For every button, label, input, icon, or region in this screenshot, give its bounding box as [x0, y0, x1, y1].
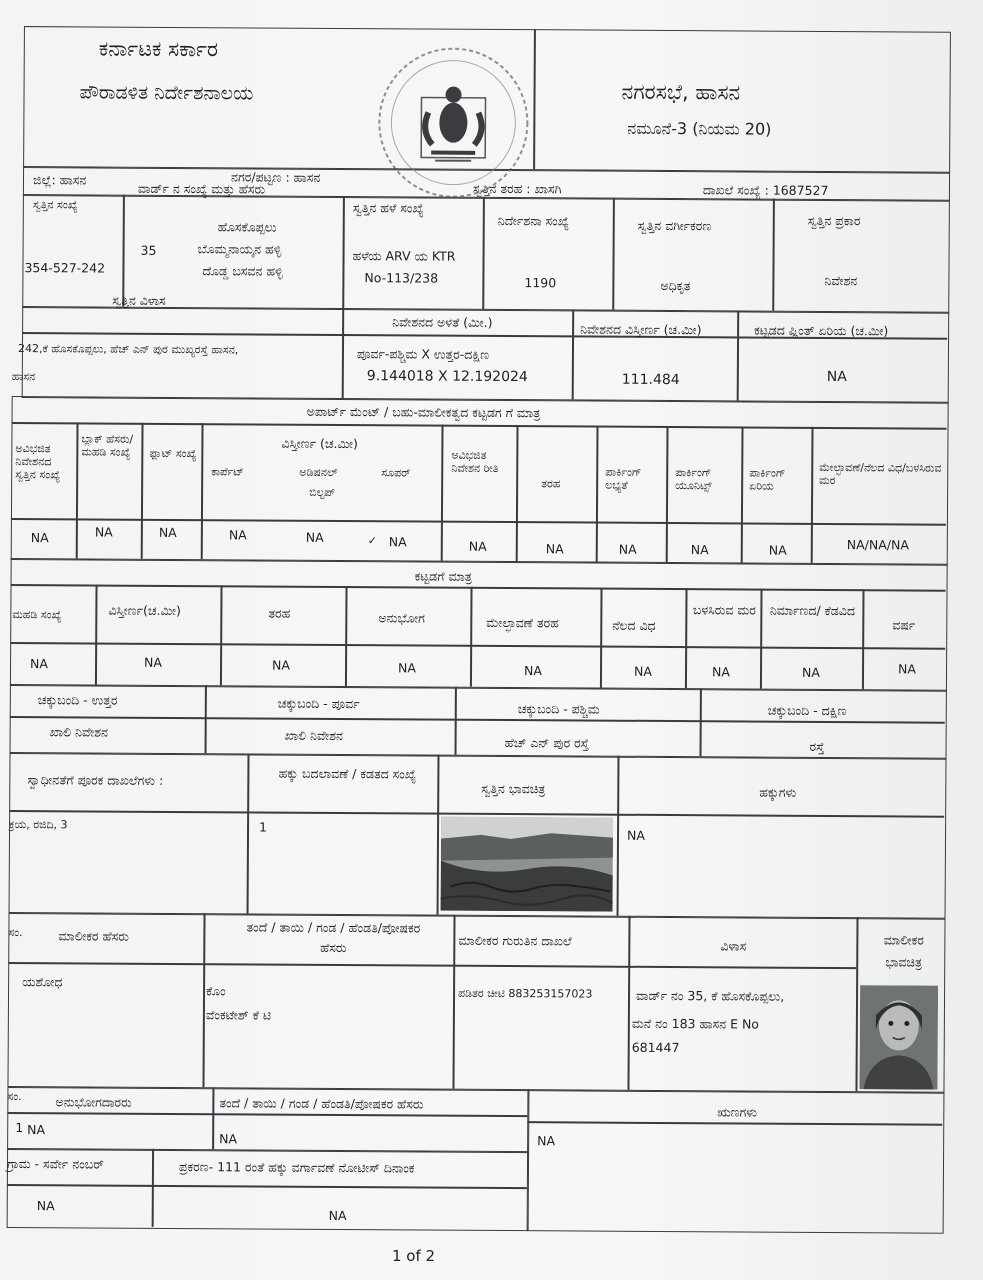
ward-header: ವಾರ್ಡ್ ನ ಸಂಖ್ಯೆ ಮತ್ತು ಹೆಸರು: [137, 180, 266, 197]
owner-relation-1: ಕೊಂ: [206, 983, 226, 999]
ward-number: 35: [140, 242, 157, 258]
owner-name-header: ಮಾಲೀಕರ ಹೆಸರು: [58, 928, 129, 944]
apt-value-flat: NA: [158, 524, 177, 541]
carpet-header: ಕಾರ್ಪೆಟ್: [211, 465, 245, 479]
site-direction: ಪೂರ್ವ-ಪಶ್ಚಿಮ X ಉತ್ತರ-ದಕ್ಷಿಣ: [356, 346, 490, 362]
reg-no-header: ನಿರ್ದೇಶನಾ ಸಂಖ್ಯೆ: [497, 212, 570, 229]
apt-value-super: NA: [388, 534, 407, 550]
builtup-header: ಬಿಲ್ಟಪ್: [309, 485, 336, 499]
south-header: ಚಕ್ಕುಬಂದಿ - ದಕ್ಷಿಣ: [767, 702, 847, 719]
parking-availability-header: ಪಾರ್ಕಿಂಗ್ ಲಭ್ಯತೆ: [605, 465, 642, 492]
owner-address-header: ವಿಳಾಸ: [720, 938, 747, 954]
documents-header: ಸ್ವಾಧೀನತೆಗೆ ಪೂರಕ ದಾಖಲೆಗಳು :: [27, 772, 164, 788]
property-number: 354-527-242: [24, 260, 106, 276]
district-label: ಜಿಲ್ಲೆ: ಹಾಸನ: [32, 172, 87, 188]
undivided-number-header: ಅವಿಭಜಿತ ನಿವೇಶನದ ಸ್ವತ್ತಿನ ಸಂಖ್ಯೆ: [15, 442, 61, 482]
owner-name: ಯಶೋಧ: [22, 974, 63, 990]
occupant-relation: NA: [219, 1131, 238, 1147]
bld-value-type: NA: [272, 657, 291, 673]
notice-value: NA: [328, 1207, 347, 1224]
owner-id-header: ಮಾಲೀಕರ ಗುರುತಿನ ದಾಖಲೆ: [458, 932, 572, 949]
old-number-2: No-113/238: [364, 270, 439, 286]
owner-relation-2: ವೆಂಕಟೇಶ್ ಕೆ ಟಿ: [205, 1007, 272, 1023]
apt-value-parking-units: NA: [690, 542, 709, 558]
property-photo: [441, 817, 614, 912]
apartment-title: ಅಪಾರ್ಟ್ ಮೆಂಟ್ / ಬಹು-ಮಾಲೀಕತ್ವದ ಕಟ್ಟಡಗ ಗೆ ಮಾತ್ರ: [306, 403, 541, 421]
floor-type-header: ನೆಲದ ವಿಧ: [612, 617, 656, 633]
class-header: ಸ್ವತ್ತಿನ ವರ್ಗೀಕರಣ: [637, 217, 712, 234]
town-label: ನಗರ/ಪಟ್ಟಣ : ಹಾಸನ: [230, 169, 321, 185]
ward-name-1: ಹೊಸಕೊಪ್ಪಲು: [217, 219, 277, 235]
site-area-header: ನಿವೇಶನದ ವಿಸ್ತೀರ್ಣ (ಚ.ಮೀ): [580, 321, 702, 338]
south-value: ರಸ್ತೆ: [809, 738, 825, 754]
north-header: ಚಕ್ಕುಬಂದಿ - ಉತ್ತರ: [37, 692, 118, 708]
building-title: ಕಟ್ಟಡಗೆ ಮಾತ್ರ: [414, 568, 472, 584]
occupant-name-header: ಅನುಭೋಗದಾರರು: [55, 1094, 132, 1110]
area-header: ವಿಸ್ತೀರ್ಣ(ಚ.ಮೀ): [108, 602, 181, 619]
kind-header: ಸ್ವತ್ತಿನ ಪ್ರಕಾರ: [807, 212, 861, 229]
property-photo-header: ಸ್ವತ್ತಿನ ಭಾವಚಿತ್ರ: [481, 780, 546, 797]
bld-value-floors: NA: [30, 656, 49, 672]
owner-relation-header: ತಂದೆ / ತಾಯಿ / ಗಂಡ / ಹೆಂಡತಿ/ಪೋಷಕರ ಹೆಸರು: [246, 919, 421, 956]
apt-value-undivided: NA: [30, 530, 49, 546]
undivided-share-header: ಅವಿಭಜಿತ ನಿವೇಶನ ರೀತಿ: [451, 448, 499, 475]
property-kind-value: ನಿವೇಶನ: [824, 272, 858, 289]
loans-header: ಋಣಗಳು: [717, 1104, 758, 1120]
year-header: ವರ್ಷ: [892, 617, 916, 633]
plinth-value: NA: [826, 368, 847, 386]
rights-value: NA: [626, 827, 645, 843]
survey-value: NA: [36, 1198, 55, 1214]
bld-value-usage: NA: [397, 660, 416, 676]
site-area-value: 111.484: [621, 371, 680, 389]
mutation-header: ಹಕ್ಕು ಬದಲಾವಣೆ / ಕಡತದ ಸಂಖ್ಯೆ: [278, 765, 417, 782]
ward-name-2: ಬೊಮ್ಮನಾಯ್ಕನ ಹಳ್ಳಿ: [197, 241, 282, 257]
occupant-sno: 1: [15, 1120, 24, 1136]
tick-mark: ✓: [367, 534, 378, 548]
registration-number: 1190: [524, 275, 557, 291]
plinth-header: ಕಟ್ಟಡದ ಪ್ಲಿಂತ್ ಏರಿಯ (ಚ.ಮೀ): [754, 322, 889, 339]
occupant-name: NA: [27, 1122, 46, 1138]
property-form-page: [7, 18, 960, 1234]
rights-header: ಹಕ್ಕುಗಳು: [759, 784, 797, 800]
apt-type-header: ತರಹ: [541, 477, 561, 491]
apt-value-undivided-share: NA: [468, 538, 487, 554]
classification-value: ಅಧಿಕೃತ: [660, 277, 691, 294]
apt-value-type: NA: [545, 541, 564, 557]
bld-value-floor: NA: [633, 663, 652, 679]
bld-value-wood: NA: [711, 664, 730, 680]
old-no-header: ಸ್ವತ್ತಿನ ಹಳೆ ಸಂಖ್ಯೆ: [352, 200, 424, 216]
additional-header: ಅಡಿಷನಲ್: [299, 465, 338, 479]
parking-units-header: ಪಾರ್ಕಿಂಗ್ ಯೂನಿಟ್ಸ್: [675, 466, 712, 493]
area-group-header: ವಿಸ್ತೀರ್ಣ (ಚ.ಮೀ): [281, 435, 358, 452]
parking-area-header: ಪಾರ್ಕಿಂಗ್ ಏರಿಯ: [749, 466, 786, 493]
address-line-1: 242,ಕೆ ಹೊಸಕೊಪ್ಪಲು, ಹೆಚ್ ಎನ್ ಪುರ ಮುಖ್ಯರಸ್ತೆ ಹಾಸನ,: [17, 342, 239, 357]
old-number-1: ಹಳೆಯ ARV ಯ KTR: [352, 248, 456, 264]
west-value: ಹೆಚ್ ಎನ್ ಪುರ ರಸ್ತೆ: [504, 735, 589, 751]
owner-photo-header: ಮಾಲೀಕರ ಭಾವಚಿತ್ರ: [883, 932, 924, 970]
type-header: ತರಹ: [268, 605, 291, 621]
north-value: ಖಾಲಿ ನಿವೇಶನ: [49, 724, 109, 740]
apt-value-parking-avail: NA: [618, 541, 637, 557]
bld-value-roof: NA: [523, 663, 542, 679]
ward-name-3: ದೊಡ್ಡ ಬಸವನ ಹಳ್ಳಿ: [202, 263, 283, 279]
mutation-value: 1: [259, 819, 268, 835]
floors-header: ಮಹಡಿ ಸಂಖ್ಯೆ: [12, 608, 62, 622]
apt-value-additional: NA: [305, 529, 324, 545]
west-header: ಚಕ್ಕುಬಂದಿ - ಪಶ್ಚಿಮ: [517, 701, 600, 717]
bld-value-area: NA: [144, 654, 163, 670]
owner-address-2: ಮನೆ ನಂ 183 ಹಾಸನ E No: [631, 1015, 760, 1032]
documents-value: ಕ್ರಯ, ರಜಿದಿ, 3: [9, 817, 68, 832]
built-demolished-header: ನಿರ್ಮಾಣದ/ ಕೆಡವಿದ: [769, 602, 855, 619]
owner-address-3: 681447: [631, 1039, 680, 1056]
address-line-2: ಹಾಸನ: [11, 369, 36, 384]
east-header: ಚಕ್ಕುಬಂದಿ - ಪೂರ್ವ: [277, 695, 360, 712]
apt-value-block: NA: [94, 524, 113, 540]
prop-no-header: ಸ್ವತ್ತಿನ ಸಂಖ್ಯೆ: [32, 198, 78, 212]
apt-value-roof: NA/NA/NA: [846, 537, 909, 553]
bld-value-year: NA: [897, 661, 916, 677]
occupant-sno-header: ಸಂ.: [7, 1089, 22, 1104]
roof-type-header: ಮೇಲ್ಛಾವಣೆ ತರಹ: [486, 614, 559, 631]
page-number: 1 of 2: [392, 1247, 436, 1265]
bld-value-built: NA: [801, 664, 820, 680]
owner-address-1: ವಾರ್ಡ್ ನಂ 35, ಕೆ ಹೊಸಕೊಪ್ಪಲು,: [635, 987, 785, 1004]
municipality-title: ನಗರಸಭೆ, ಹಾಸನ: [621, 79, 741, 105]
roof-floor-wood-header: ಮೇಲ್ಛಾವಣೆ/ನೆಲದ ವಿಧ/ಬಳಸಿರುವ ಮರ: [819, 460, 942, 488]
apt-value-carpet: NA: [228, 527, 247, 543]
usage-header: ಅನುಭೋಗ: [378, 610, 425, 626]
address-header: ಸ್ವತ್ತಿನ ವಿಳಾಸ: [112, 292, 166, 308]
apt-value-parking-area: NA: [768, 542, 787, 558]
entry-number-label: ದಾಖಲೆ ಸಂಖ್ಯೆ : 1687527: [702, 182, 829, 198]
directorate-title: ಪೌರಾಡಳಿತ ನಿರ್ದೇಶನಾಲಯ: [79, 81, 254, 105]
owner-photo: [859, 985, 938, 1089]
occupant-relation-header: ತಂದೆ / ತಾಯಿ / ಗಂಡ / ಹೆಂಡತಿ/ಪೋಷಕರ ಹೆಸರು: [219, 1095, 424, 1112]
site-length-header: ನಿವೇಶನದ ಅಳತೆ (ಮೀ.): [392, 314, 493, 330]
form-number: ನಮೂನೆ-3 (ನಿಯಮ 20): [627, 118, 772, 139]
block-header: ಬ್ಲಾಕ್ ಹೆಸರು/ ಮಹಡಿ ಸಂಖ್ಯೆ: [81, 432, 134, 459]
site-dimensions: 9.144018 X 12.192024: [366, 368, 528, 386]
flat-header: ಫ್ಲಾಟ್ ಸಂಖ್ಯೆ: [149, 446, 197, 461]
survey-header: ಗ್ರಾಮ - ಸರ್ವೇ ನಂಬರ್: [6, 1155, 104, 1172]
property-type-label: ಸ್ವತ್ತಿನ ತರಹ : ಖಾಸಗಿ: [472, 180, 562, 197]
owner-id-value: ಪಡಿತರ ಚೀಟಿ 883253157023: [458, 986, 593, 1001]
owner-sno-header: ಸಂ.: [8, 925, 23, 940]
govt-title: ಕರ್ನಾಟಕ ಸರ್ಕಾರ: [98, 36, 219, 62]
wood-used-header: ಬಳಸಿರುವ ಮರ: [692, 602, 756, 618]
east-value: ಖಾಲಿ ನಿವೇಶನ: [284, 727, 343, 744]
notice-header: ಪ್ರಕರಣ- 111 ರಂತೆ ಹಕ್ಕು ವರ್ಗಾವಣೆ ನೋಟೀಸ್ ದಿನಾಂಕ: [178, 1159, 415, 1176]
super-header: ಸೂಪರ್: [381, 466, 411, 480]
loans-value: NA: [537, 1133, 556, 1149]
